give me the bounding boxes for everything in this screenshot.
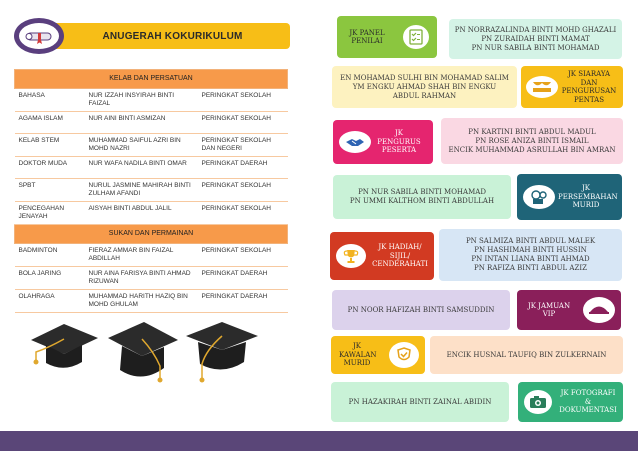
name-cell: NUR WAFA NADILA BINTI OMAR	[85, 157, 198, 179]
name-cell: FIERAZ AMMAR BIN FAIZAL ABDILLAH	[85, 244, 198, 267]
jk-pengurus-peserta-label: JK PENGURUS PESERTA	[333, 120, 433, 164]
unit-cell: BOLA JARING	[15, 267, 85, 290]
food-dish-icon	[588, 303, 610, 317]
table-row	[15, 267, 288, 290]
level-cell: PERINGKAT SEKOLAH	[198, 244, 288, 267]
table-row	[15, 244, 288, 267]
diploma-scroll-icon	[24, 27, 54, 45]
unit-cell: AGAMA ISLAM	[15, 112, 85, 134]
name-cell: AISYAH BINTI ABDUL JALIL	[85, 202, 198, 225]
award-table	[14, 69, 288, 313]
table-row	[15, 89, 288, 112]
jk-siaraya-names: EN MOHAMAD SULHI BIN MOHAMAD SALIM YM ENGKU AHMAD SHAH BIN ENGKU ABDUL RAHMAN	[332, 66, 517, 108]
level-cell: PERINGKAT SEKOLAH	[198, 112, 288, 134]
handshake-icon	[344, 135, 366, 149]
film-reel-icon	[529, 189, 549, 205]
graduation-cap-icon	[186, 322, 258, 383]
table-row	[15, 202, 288, 225]
graduation-cap-icon	[108, 322, 178, 383]
award-logo	[14, 18, 64, 54]
jk-siaraya-label: JK SIARAYA DAN PENGURUSAN PENTAS	[521, 66, 623, 108]
graduation-cap-icon	[31, 324, 98, 368]
jk-fotografi-names: PN HAZAKIRAH BINTI ZAINAL ABIDIN	[331, 382, 509, 422]
level-cell: PERINGKAT SEKOLAH	[198, 202, 288, 225]
jk-jamuan-label: JK JAMUAN VIP	[517, 290, 621, 330]
jk-panel-penilai-label: JK PANEL PENILAI	[337, 16, 437, 58]
unit-cell: OLAHRAGA	[15, 290, 85, 313]
jk-jamuan-names: PN NOOR HAFIZAH BINTI SAMSUDDIN	[332, 290, 510, 330]
section-heading: SUKAN DAN PERMAINAN	[15, 225, 288, 244]
name-cell: NUR AINI BINTI ASMIZAN	[85, 112, 198, 134]
checklist-icon	[407, 28, 425, 46]
level-cell: PERINGKAT DAERAH	[198, 267, 288, 290]
trophy-icon	[342, 248, 360, 264]
jk-persembahan-names: PN NUR SABILA BINTI MOHAMAD PN UMMI KALTHOM BINTI ABDULLAH	[333, 175, 511, 219]
name-cell: NUR AINA FARISYA BINTI AHMAD RIZUWAN	[85, 267, 198, 290]
shield-icon	[395, 346, 413, 364]
page-title: ANUGERAH KOKURIKULUM	[55, 23, 290, 49]
table-row	[15, 112, 288, 134]
stage-icon	[531, 80, 553, 94]
jk-persembahan-label: JK PERSEMBAHAN MURID	[517, 174, 622, 220]
level-cell: PERINGKAT SEKOLAH	[198, 89, 288, 112]
graduation-caps-illustration	[26, 318, 266, 403]
jk-panel-penilai-names: PN NORRAZALINDA BINTI MOHD GHAZALI PN ZURAIDAH BINTI MAMAT PN NUR SABILA BINTI MOHAMAD	[449, 19, 622, 59]
level-cell: PERINGKAT SEKOLAH DAN NEGERI	[198, 134, 288, 157]
jk-fotografi-label: JK FOTOGRAFI & DOKUMENTASI	[518, 382, 623, 422]
name-cell: MUHAMMAD HARITH HAZIQ BIN MOHD GHULAM	[85, 290, 198, 313]
unit-cell: BAHASA	[15, 89, 85, 112]
section-heading: KELAB DAN PERSATUAN	[15, 70, 288, 89]
jk-hadiah-label: JK HADIAH/ SIJIL/ CENDERAHATI	[330, 232, 434, 280]
jk-kawalan-names: ENCIK HUSNAL TAUFIQ BIN ZULKERNAIN	[430, 336, 623, 374]
camera-icon	[529, 395, 547, 409]
level-cell: PERINGKAT DAERAH	[198, 290, 288, 313]
unit-cell: SPBT	[15, 179, 85, 202]
level-cell: PERINGKAT SEKOLAH	[198, 179, 288, 202]
name-cell: NUR IZZAH INSYIRAH BINTI FAIZAL	[85, 89, 198, 112]
jk-hadiah-names: PN SALMIZA BINTI ABDUL MALEK PN HASHIMAH BINTI HUSSIN PN INTAN LIANA BINTI AHMAD PN RAFIZA BINTI ABDUL AZIZ	[439, 229, 622, 281]
name-cell: MUHAMMAD SAIFUL AZRI BIN MOHD NAZRI	[85, 134, 198, 157]
jk-kawalan-label: JK KAWALAN MURID	[331, 336, 425, 374]
unit-cell: DOKTOR MUDA	[15, 157, 85, 179]
table-row	[15, 290, 288, 313]
footer-bar	[0, 431, 638, 451]
unit-cell: PENCEGAHAN JENAYAH	[15, 202, 85, 225]
unit-cell: BADMINTON	[15, 244, 85, 267]
level-cell: PERINGKAT DAERAH	[198, 157, 288, 179]
name-cell: NURUL JASMINE MAHIRAH BINTI ZULHAM AFANDI	[85, 179, 198, 202]
unit-cell: KELAB STEM	[15, 134, 85, 157]
table-row	[15, 179, 288, 202]
jk-pengurus-peserta-names: PN KARTINI BINTI ABDUL MADUL PN ROSE ANIZA BINTI ISMAIL ENCIK MUHAMMAD ASRULLAH BIN AMRAN	[441, 118, 623, 164]
table-row	[15, 157, 288, 179]
table-row	[15, 134, 288, 157]
